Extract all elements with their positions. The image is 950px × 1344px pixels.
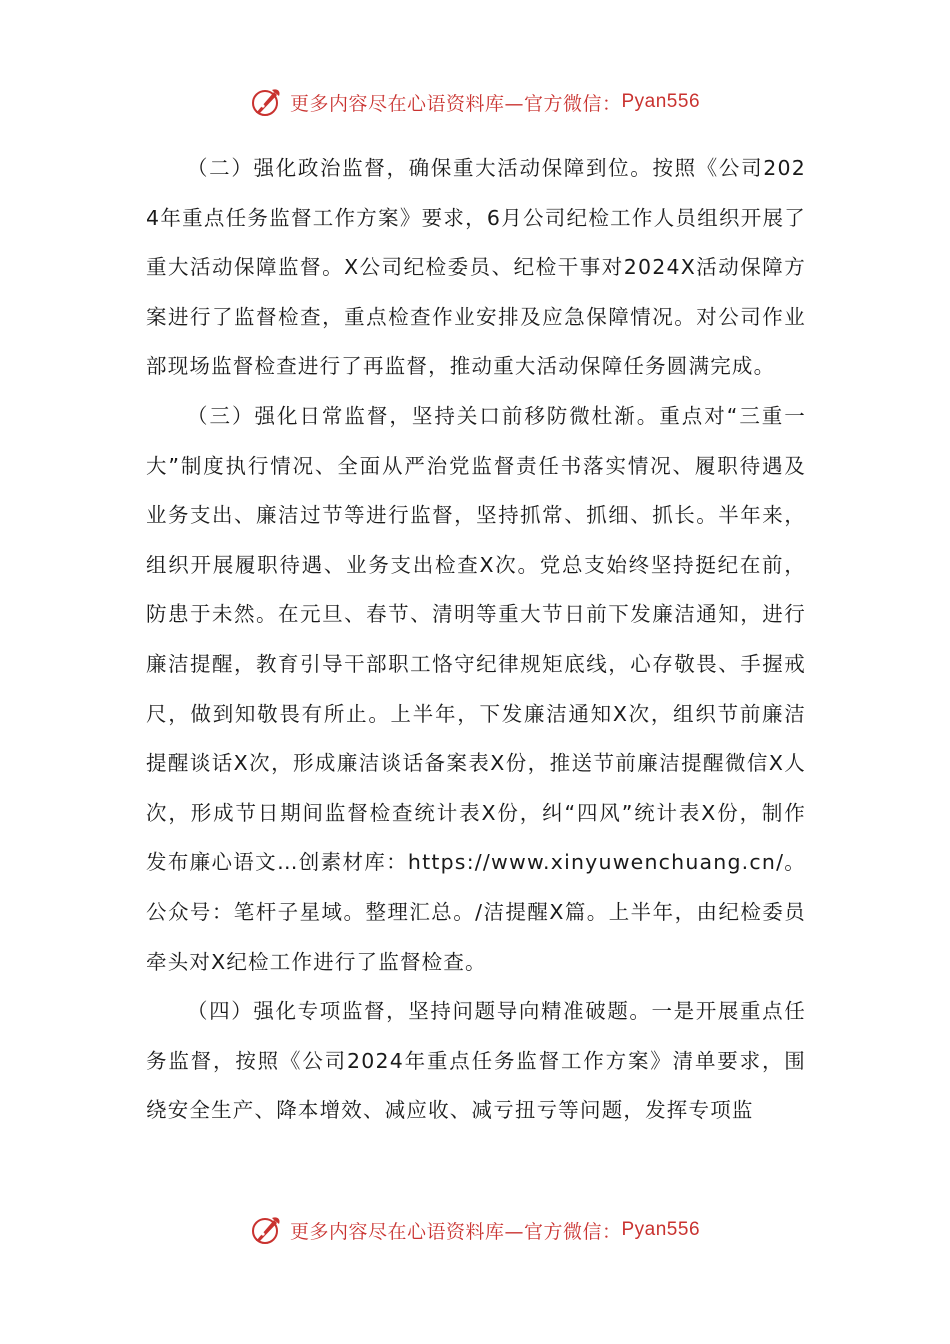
footer-banner xyxy=(0,1210,950,1250)
header-banner xyxy=(0,82,950,122)
banner-text: 更多内容尽在心语资料库—官方微信： xyxy=(289,1220,622,1243)
paragraph-special-supervision: （四）强化专项监督，坚持问题导向精准破题。一是开展重点任务监督，按照《公司2024年重点任务监督工作方案》清单要求，围绕安全生产、降本增效、减应收、减亏扭亏等问题，发挥专项监 xyxy=(146,999,806,1123)
banner-text: 更多内容尽在心语资料库—官方微信： xyxy=(289,92,622,115)
document-body xyxy=(146,144,806,1136)
paragraph-daily-supervision: （三）强化日常监督，坚持关口前移防微杜渐。重点对“三重一大”制度执行情况、全面从严治党监督责任书落实情况、履职待遇及业务支出、廉洁过节等进行监督，坚持抓常、抓细、抓长。半年来，组织开展履职待遇、业务支出检查X次。党总支始终坚持挺纪在前，防患于未然。在元旦、春节、清明等重大节日前下发廉洁通知，进行廉洁提醒，教育引导干部职工恪守纪律规矩底线，心存敬畏、手握戒尺，做到知敬畏有所止。上半年，下发廉洁通知X次，组织节前廉洁提醒谈话X次，形成廉洁谈话备案表X份，推送节前廉洁提醒微信X人次，形成节日期间监督检查统计表X份，纠“四风”统计表X份，制作发布廉心语文…创素材库：https://www.xinyuwenchuang.cn/。公众号：笔杆子星域。整理汇总。/洁提醒X篇。上半年，由纪检委员牵头对X纪检工作进行了监督检查。 xyxy=(146,403,806,974)
quill-logo-icon xyxy=(250,1214,282,1246)
wechat-id: Pyan556 xyxy=(621,91,701,112)
paragraph-political-supervision: （二）强化政治监督，确保重大活动保障到位。按照《公司2024年重点任务监督工作方案》要求，6月公司纪检工作人员组织开展了重大活动保障监督。X公司纪检委员、纪检干事对2024X活动保障方案进行了监督检查，重点检查作业安排及应急保障情况。对公司作业部现场监督检查进行了再监督，推动重大活动保障任务圆满完成。 xyxy=(146,156,806,379)
quill-logo-icon xyxy=(250,86,282,118)
wechat-id: Pyan556 xyxy=(621,1219,701,1240)
